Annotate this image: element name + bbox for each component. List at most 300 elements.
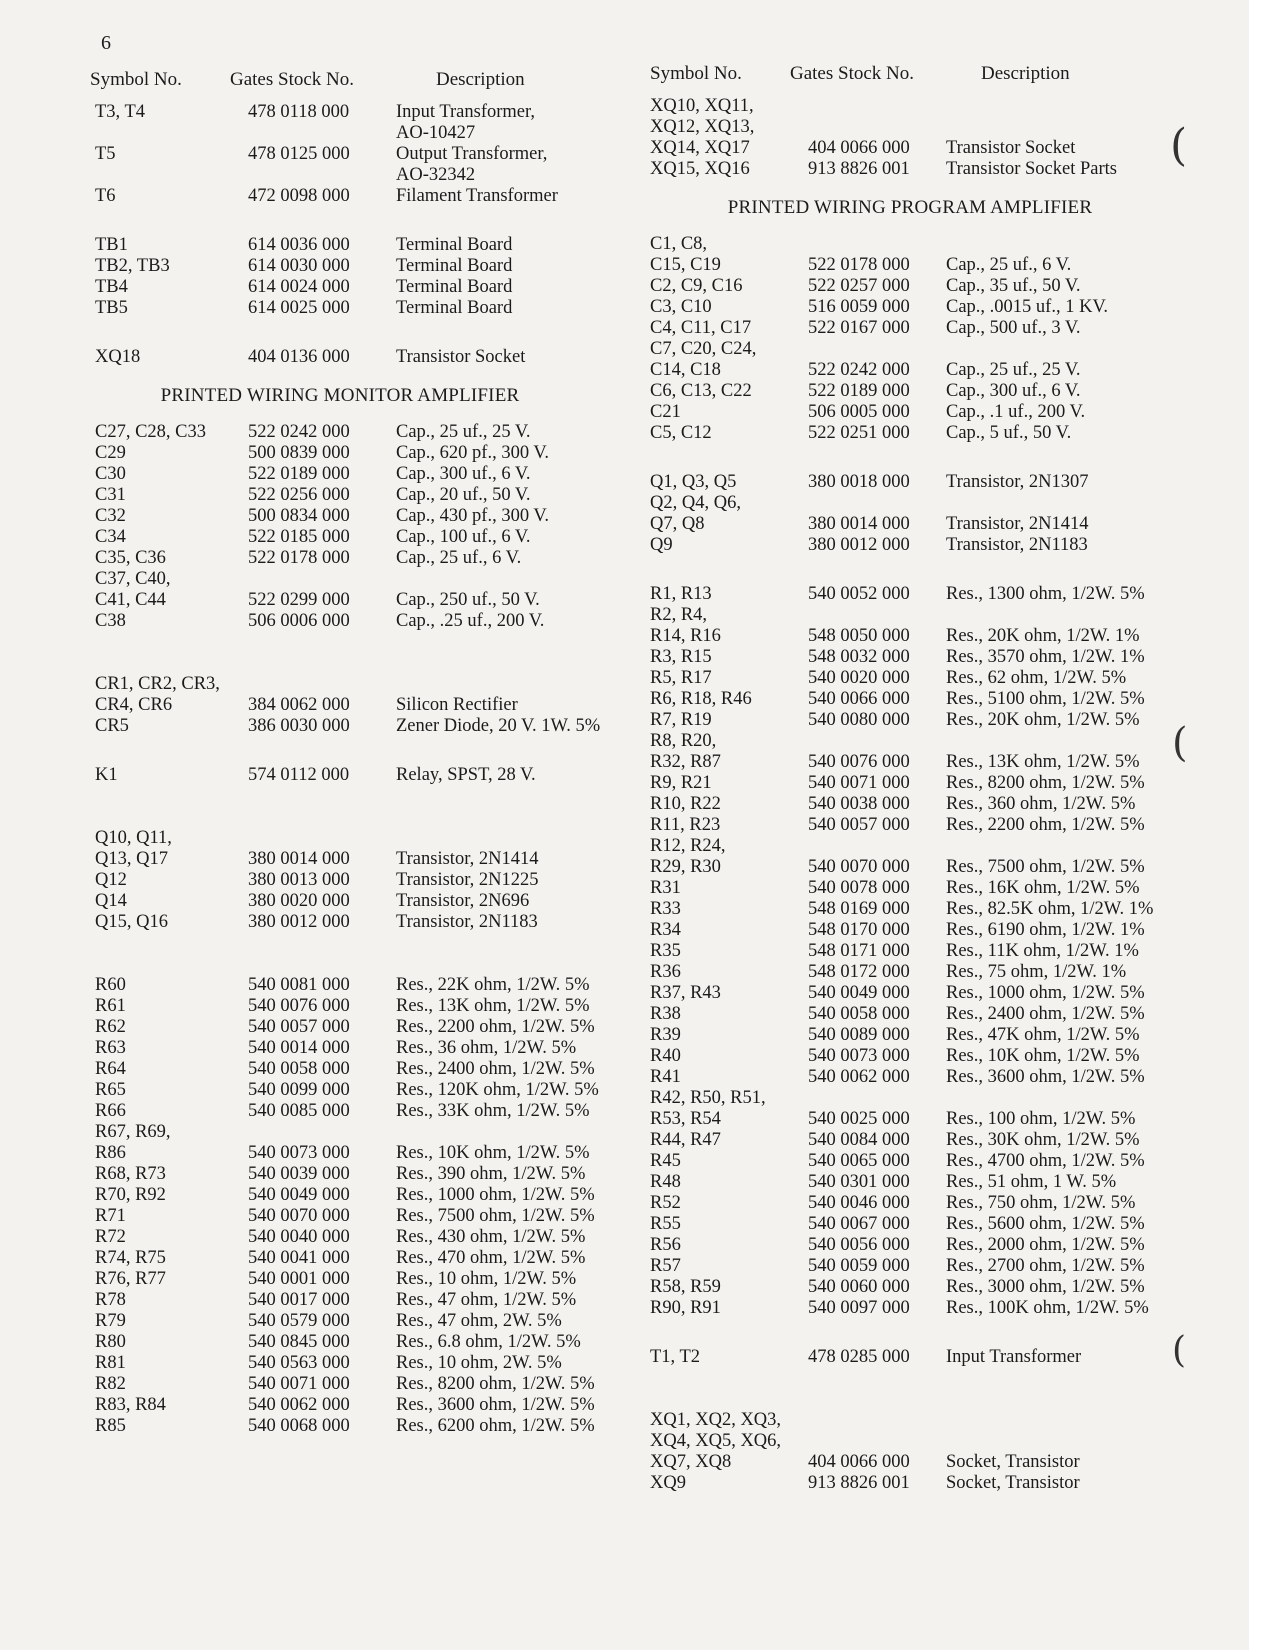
part-description: Res., 3600 ohm, 1/2W. 5% (396, 1395, 595, 1415)
symbol-no: R66 (95, 1101, 126, 1121)
part-description: Res., 120K ohm, 1/2W. 5% (396, 1080, 599, 1100)
symbol-no: T1, T2 (650, 1347, 701, 1367)
part-row (650, 535, 1210, 556)
part-description: Terminal Board (396, 235, 513, 255)
stock-no: 472 0098 000 (248, 186, 350, 206)
stock-no: 913 8826 001 (808, 1473, 910, 1493)
symbol-no: C30 (95, 464, 126, 484)
group-spacer (90, 632, 640, 668)
part-row (650, 1473, 1210, 1494)
symbol-no: Q15, Q16 (95, 912, 168, 932)
stock-no: 540 0301 000 (808, 1172, 910, 1192)
part-row (650, 1130, 1210, 1151)
symbol-no: R36 (650, 962, 681, 982)
part-row (90, 548, 640, 569)
part-row (90, 1332, 640, 1353)
part-description: Cap., .0015 uf., 1 KV. (946, 297, 1109, 317)
symbol-no: XQ15, XQ16 (650, 159, 750, 179)
part-row (90, 1164, 640, 1185)
stock-no: 540 0039 000 (248, 1164, 350, 1184)
symbol-no: R70, R92 (95, 1185, 166, 1205)
group-spacer (90, 933, 640, 969)
part-row (650, 899, 1210, 920)
part-row (90, 165, 640, 186)
stock-no (808, 1088, 946, 1109)
part-row (90, 1311, 640, 1332)
part-description: Res., 430 ohm, 1/2W. 5% (396, 1227, 586, 1247)
group-spacer (90, 786, 640, 822)
part-description: Cap., 250 uf., 50 V. (396, 590, 540, 610)
stock-no: 548 0170 000 (808, 920, 910, 940)
stock-no: 540 0058 000 (808, 1004, 910, 1024)
part-description: Cap., 300 uf., 6 V. (946, 381, 1081, 401)
stock-no: 540 0056 000 (808, 1235, 910, 1255)
part-description: Res., 20K ohm, 1/2W. 1% (946, 626, 1140, 646)
symbol-header: Symbol No. (650, 63, 742, 84)
symbol-no: XQ14, XQ17 (650, 138, 750, 158)
symbol-no: R37, R43 (650, 983, 721, 1003)
symbol-no (90, 123, 248, 144)
stock-no: 540 0070 000 (808, 857, 910, 877)
part-description (946, 836, 1210, 857)
stock-no: 522 0189 000 (808, 381, 910, 401)
part-row (90, 1248, 640, 1269)
parts-group (90, 102, 640, 207)
part-row (650, 647, 1210, 668)
symbol-no: R14, R16 (650, 626, 721, 646)
part-description: Cap., 25 uf., 25 V. (946, 360, 1081, 380)
part-description: Socket, Transistor (946, 1452, 1080, 1472)
symbol-no: T3, T4 (95, 102, 146, 122)
part-description: AO-10427 (396, 123, 476, 143)
stock-no: 540 0040 000 (248, 1227, 350, 1247)
stock-no: 522 0189 000 (248, 464, 350, 484)
part-description: Res., 16K ohm, 1/2W. 5% (946, 878, 1140, 898)
stock-no: 540 0038 000 (808, 794, 910, 814)
parts-group (650, 234, 1210, 444)
stock-no: 500 0834 000 (248, 506, 350, 526)
part-description: Cap., 100 uf., 6 V. (396, 527, 531, 547)
part-row (90, 235, 640, 256)
part-description: Res., 5100 ohm, 1/2W. 5% (946, 689, 1145, 709)
group-spacer (650, 1319, 1210, 1341)
part-description (396, 1122, 640, 1143)
part-description: Res., 5600 ohm, 1/2W. 5% (946, 1214, 1145, 1234)
part-description: Cap., 25 uf., 6 V. (946, 255, 1072, 275)
stock-no: 522 0257 000 (808, 276, 910, 296)
part-row (90, 828, 640, 849)
stock-no: 540 0014 000 (248, 1038, 350, 1058)
symbol-header: Symbol No. (90, 69, 182, 90)
symbol-no: R55 (650, 1214, 681, 1234)
part-row (650, 1410, 1210, 1431)
symbol-no: Q9 (650, 535, 673, 555)
stock-no: 540 0073 000 (808, 1046, 910, 1066)
part-row (90, 186, 640, 207)
part-description: Res., 3600 ohm, 1/2W. 5% (946, 1067, 1145, 1087)
stock-no: 386 0030 000 (248, 716, 350, 736)
part-row (650, 1452, 1210, 1473)
symbol-no: R5, R17 (650, 668, 712, 688)
symbol-no: C32 (95, 506, 126, 526)
part-row (90, 144, 640, 165)
part-description: Output Transformer, (396, 144, 548, 164)
symbol-no: Q14 (95, 891, 127, 911)
part-description: Input Transformer (946, 1347, 1082, 1367)
part-description (946, 1410, 1210, 1431)
part-description (946, 96, 1210, 117)
part-description: Res., 3570 ohm, 1/2W. 1% (946, 647, 1145, 667)
stock-no: 540 0845 000 (248, 1332, 350, 1352)
part-description: Res., 22K ohm, 1/2W. 5% (396, 975, 590, 995)
parts-group (90, 422, 640, 632)
symbol-no: CR1, CR2, CR3, (95, 674, 220, 694)
parts-group (90, 235, 640, 319)
stock-no: 540 0076 000 (248, 996, 350, 1016)
part-description: Res., 13K ohm, 1/2W. 5% (946, 752, 1140, 772)
symbol-no: R42, R50, R51, (650, 1088, 766, 1108)
symbol-no: R3, R15 (650, 647, 712, 667)
symbol-no: R29, R30 (650, 857, 721, 877)
stock-no: 540 0085 000 (248, 1101, 350, 1121)
part-row (90, 1227, 640, 1248)
stock-no: 540 0057 000 (808, 815, 910, 835)
stock-no: 380 0012 000 (808, 535, 910, 555)
stock-no (808, 234, 946, 255)
symbol-no: R72 (95, 1227, 126, 1247)
stock-no: 548 0169 000 (808, 899, 910, 919)
part-description (946, 493, 1210, 514)
symbol-no: R2, R4, (650, 605, 708, 625)
part-row (650, 710, 1210, 731)
part-description: Transistor Socket (946, 138, 1076, 158)
symbol-no: R68, R73 (95, 1164, 166, 1184)
part-row (650, 1004, 1210, 1025)
part-row (650, 1172, 1210, 1193)
symbol-no: R6, R18, R46 (650, 689, 752, 709)
symbol-no: R56 (650, 1235, 681, 1255)
part-row (650, 962, 1210, 983)
stock-no (808, 96, 946, 117)
part-row (90, 1290, 640, 1311)
stock-no: 380 0014 000 (808, 514, 910, 534)
part-row (650, 668, 1210, 689)
part-description: Res., 360 ohm, 1/2W. 5% (946, 794, 1136, 814)
part-description: Terminal Board (396, 256, 513, 276)
stock-no: 478 0118 000 (248, 102, 350, 122)
symbol-no: TB5 (95, 298, 128, 318)
symbol-no: TB2, TB3 (95, 256, 170, 276)
stock-no: 540 0065 000 (808, 1151, 910, 1171)
symbol-no: C15, C19 (650, 255, 721, 275)
stock-no: 522 0242 000 (248, 422, 350, 442)
group-spacer (90, 737, 640, 759)
parts-group (650, 584, 1210, 1319)
part-row (90, 891, 640, 912)
symbol-no: R80 (95, 1332, 126, 1352)
part-description: Res., 13K ohm, 1/2W. 5% (396, 996, 590, 1016)
stock-no: 540 0070 000 (248, 1206, 350, 1226)
stock-no: 540 0071 000 (248, 1374, 350, 1394)
part-description (946, 605, 1210, 626)
symbol-no: C37, C40, (95, 569, 171, 589)
part-row (90, 298, 640, 319)
part-row (90, 996, 640, 1017)
page-edge (1249, 0, 1262, 1650)
part-row (650, 318, 1210, 339)
symbol-no: R39 (650, 1025, 681, 1045)
symbol-no: R7, R19 (650, 710, 712, 730)
group-spacer (650, 556, 1210, 578)
part-row (90, 506, 640, 527)
part-description (396, 828, 640, 849)
part-description: Res., 82.5K ohm, 1/2W. 1% (946, 899, 1154, 919)
part-description: Res., 2400 ohm, 1/2W. 5% (946, 1004, 1145, 1024)
stock-header: Gates Stock No. (230, 69, 355, 90)
part-row (650, 1067, 1210, 1088)
symbol-no: Q2, Q4, Q6, (650, 493, 741, 513)
stock-no (808, 117, 946, 138)
part-row (90, 347, 640, 368)
symbol-no: C1, C8, (650, 234, 708, 254)
stock-no: 540 0052 000 (808, 584, 910, 604)
part-description: Terminal Board (396, 277, 513, 297)
part-description (946, 1088, 1210, 1109)
page-number: 6 (101, 32, 111, 54)
part-description: Cap., .1 uf., 200 V. (946, 402, 1086, 422)
part-row (650, 381, 1210, 402)
symbol-no: R48 (650, 1172, 681, 1192)
monitor-amplifier-parts (90, 422, 640, 1437)
part-description: Res., 1000 ohm, 1/2W. 5% (396, 1185, 595, 1205)
part-row (650, 605, 1210, 626)
group-spacer (650, 1368, 1210, 1404)
part-row (90, 527, 640, 548)
part-description: Transistor Socket (396, 347, 526, 367)
symbol-no: C4, C11, C17 (650, 318, 752, 338)
stock-no: 540 0066 000 (808, 689, 910, 709)
part-row (90, 102, 640, 123)
symbol-no: R52 (650, 1193, 681, 1213)
part-row (90, 611, 640, 632)
stock-no: 540 0058 000 (248, 1059, 350, 1079)
part-description: Cap., 25 uf., 6 V. (396, 548, 522, 568)
part-description: Res., 3000 ohm, 1/2W. 5% (946, 1277, 1145, 1297)
stock-header: Gates Stock No. (790, 63, 915, 84)
part-row (650, 836, 1210, 857)
stock-no (248, 1122, 396, 1143)
stock-no: 522 0251 000 (808, 423, 910, 443)
part-row (650, 493, 1210, 514)
part-description: Res., 33K ohm, 1/2W. 5% (396, 1101, 590, 1121)
part-row (650, 234, 1210, 255)
binding-hole-icon: ( (1170, 120, 1188, 171)
part-row (90, 1017, 640, 1038)
parts-group (650, 1410, 1210, 1494)
symbol-no: XQ4, XQ5, XQ6, (650, 1431, 782, 1451)
symbol-no (90, 165, 248, 186)
symbol-no: R60 (95, 975, 126, 995)
stock-no: 380 0012 000 (248, 912, 350, 932)
part-row (650, 297, 1210, 318)
part-row (90, 1416, 640, 1437)
stock-no: 540 0071 000 (808, 773, 910, 793)
symbol-no: C7, C20, C24, (650, 339, 757, 359)
stock-no: 540 0059 000 (808, 1256, 910, 1276)
stock-no: 540 0099 000 (248, 1080, 350, 1100)
part-description: Res., 1000 ohm, 1/2W. 5% (946, 983, 1145, 1003)
part-description: Transistor, 2N696 (396, 891, 530, 911)
part-row (650, 1347, 1210, 1368)
part-row (650, 1298, 1210, 1319)
part-row (90, 912, 640, 933)
part-row (650, 920, 1210, 941)
stock-no: 380 0014 000 (248, 849, 350, 869)
part-row (650, 138, 1210, 159)
symbol-no: XQ7, XQ8 (650, 1452, 732, 1472)
part-row (90, 1038, 640, 1059)
symbol-no: R81 (95, 1353, 126, 1373)
part-row (650, 276, 1210, 297)
stock-no (808, 1431, 946, 1452)
stock-no: 540 0089 000 (808, 1025, 910, 1045)
group-spacer (650, 444, 1210, 466)
stock-no: 540 0062 000 (808, 1067, 910, 1087)
parts-group (650, 96, 1210, 180)
right-header-row (650, 58, 1210, 90)
stock-no: 614 0024 000 (248, 277, 350, 297)
stock-no: 522 0299 000 (248, 590, 350, 610)
stock-no (808, 731, 946, 752)
part-description: Res., 100K ohm, 1/2W. 5% (946, 1298, 1149, 1318)
part-description (946, 339, 1210, 360)
part-description: Cap., 430 pf., 300 V. (396, 506, 549, 526)
stock-no: 522 0178 000 (248, 548, 350, 568)
part-row (650, 1431, 1210, 1452)
program-amplifier-parts (650, 234, 1210, 1494)
part-row (90, 277, 640, 298)
part-row (90, 1059, 640, 1080)
stock-no (248, 123, 396, 144)
stock-no: 380 0013 000 (248, 870, 350, 890)
stock-no: 540 0067 000 (808, 1214, 910, 1234)
stock-no: 506 0006 000 (248, 611, 350, 631)
symbol-no: T6 (95, 186, 116, 206)
stock-no (248, 828, 396, 849)
symbol-no: R31 (650, 878, 681, 898)
description-header: Description (981, 63, 1070, 84)
parts-group (90, 975, 640, 1437)
part-row (650, 1088, 1210, 1109)
part-description: Res., 8200 ohm, 1/2W. 5% (396, 1374, 595, 1394)
part-row (650, 626, 1210, 647)
symbol-no: R65 (95, 1080, 126, 1100)
part-row (650, 983, 1210, 1004)
part-row (90, 1080, 640, 1101)
symbol-no: R8, R20, (650, 731, 717, 751)
part-row (90, 1122, 640, 1143)
part-row (650, 752, 1210, 773)
stock-no: 522 0242 000 (808, 360, 910, 380)
symbol-no: Q12 (95, 870, 127, 890)
part-description: Res., 47K ohm, 1/2W. 5% (946, 1025, 1140, 1045)
stock-no: 540 0097 000 (808, 1298, 910, 1318)
part-description: Cap., .25 uf., 200 V. (396, 611, 545, 631)
stock-no: 540 0046 000 (808, 1193, 910, 1213)
symbol-no: R90, R91 (650, 1298, 721, 1318)
symbol-no: K1 (95, 765, 118, 785)
stock-no: 540 0084 000 (808, 1130, 910, 1150)
part-description: Cap., 500 uf., 3 V. (946, 318, 1081, 338)
stock-no: 540 0057 000 (248, 1017, 350, 1037)
symbol-no: C6, C13, C22 (650, 381, 752, 401)
part-description (946, 234, 1210, 255)
left-top-parts (90, 102, 640, 368)
symbol-no: Q1, Q3, Q5 (650, 472, 737, 492)
part-description: Zener Diode, 20 V. 1W. 5% (396, 716, 601, 736)
stock-no (808, 339, 946, 360)
part-row (90, 123, 640, 144)
part-row (650, 1025, 1210, 1046)
part-description: Transistor Socket Parts (946, 159, 1117, 179)
part-row (90, 716, 640, 737)
part-row (650, 1235, 1210, 1256)
part-description: Transistor, 2N1414 (396, 849, 539, 869)
symbol-no: R10, R22 (650, 794, 721, 814)
stock-no: 540 0563 000 (248, 1353, 350, 1373)
symbol-no: R83, R84 (95, 1395, 166, 1415)
part-row (650, 423, 1210, 444)
right-column (650, 58, 1210, 1494)
part-description: Cap., 300 uf., 6 V. (396, 464, 531, 484)
part-description: Res., 47 ohm, 1/2W. 5% (396, 1290, 577, 1310)
part-row (90, 1353, 640, 1374)
symbol-no: R86 (95, 1143, 126, 1163)
symbol-no: C35, C36 (95, 548, 166, 568)
symbol-no: C29 (95, 443, 126, 463)
stock-no: 614 0030 000 (248, 256, 350, 276)
part-description: Res., 10K ohm, 1/2W. 5% (396, 1143, 590, 1163)
stock-no: 540 0049 000 (248, 1185, 350, 1205)
stock-no: 540 0041 000 (248, 1248, 350, 1268)
symbol-no: XQ10, XQ11, (650, 96, 754, 116)
part-description: Res., 36 ohm, 1/2W. 5% (396, 1038, 577, 1058)
symbol-no: R45 (650, 1151, 681, 1171)
stock-no: 540 0068 000 (248, 1416, 350, 1436)
symbol-no: R33 (650, 899, 681, 919)
symbol-no: R38 (650, 1004, 681, 1024)
stock-no: 548 0171 000 (808, 941, 910, 961)
part-row (90, 569, 640, 590)
program-amplifier-title: PRINTED WIRING PROGRAM AMPLIFIER (727, 197, 1093, 218)
stock-no: 540 0017 000 (248, 1290, 350, 1310)
part-row (650, 815, 1210, 836)
part-description: Res., 47 ohm, 2W. 5% (396, 1311, 562, 1331)
symbol-no: R82 (95, 1374, 126, 1394)
symbol-no: R74, R75 (95, 1248, 166, 1268)
symbol-no: C14, C18 (650, 360, 721, 380)
symbol-no: R53, R54 (650, 1109, 721, 1129)
part-row (650, 159, 1210, 180)
symbol-no: Q13, Q17 (95, 849, 168, 869)
symbol-no: R11, R23 (650, 815, 721, 835)
stock-no: 540 0049 000 (808, 983, 910, 1003)
part-row (650, 857, 1210, 878)
left-column (90, 64, 640, 1437)
part-row (90, 485, 640, 506)
part-row (90, 674, 640, 695)
part-row (90, 1143, 640, 1164)
